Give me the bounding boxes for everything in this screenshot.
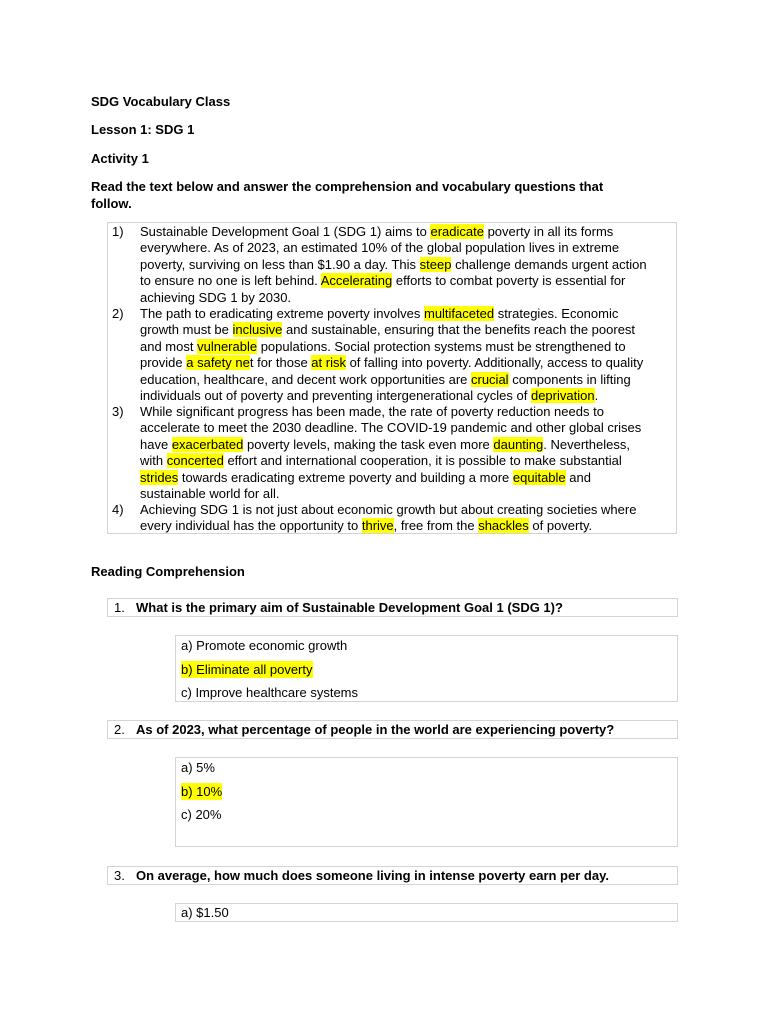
passage-line [140, 257, 686, 273]
vocabulary-highlight: steep [419, 256, 452, 272]
passage-text-segment: of poverty. [528, 518, 593, 534]
passage-text-segment: education, healthcare, and decent work opportunities are [140, 371, 471, 387]
vocabulary-highlight: Accelerating [320, 273, 393, 289]
passage-line [140, 372, 686, 388]
passage-line [140, 470, 686, 486]
passage-line [140, 437, 686, 453]
passage-line [140, 339, 686, 355]
passage-text-segment: of falling into poverty. Additionally, access to quality [345, 355, 644, 371]
passage-text-segment: every individual has the opportunity to [140, 518, 362, 534]
question-text: On average, how much does someone living in intense poverty earn per day. [136, 868, 609, 883]
vocabulary-highlight: inclusive [232, 322, 283, 338]
passage-text-segment: growth must be [140, 322, 233, 338]
instructions-line: Read the text below and answer the comprehension and vocabulary questions that [91, 179, 604, 194]
passage-text-segment: Sustainable Development Goal 1 (SDG 1) aims to [140, 224, 431, 239]
paragraph-text [140, 404, 686, 502]
vocabulary-highlight: concerted [166, 453, 224, 469]
passage-text-segment: strategies. Economic [494, 306, 619, 321]
passage-text-segment: poverty in all its forms [483, 224, 614, 239]
passage-text-segment: efforts to combat poverty is essential for [392, 273, 626, 289]
passage-text-segment: have [140, 436, 172, 452]
answer-option[interactable]: a) Promote economic growth [181, 638, 348, 653]
answer-option[interactable]: b) 10% [181, 784, 223, 799]
passage-text-segment: poverty, surviving on less than $1.90 a day. This [140, 256, 420, 272]
passage-line [140, 502, 686, 518]
passage-text-segment: achieving SDG 1 by 2030. [140, 289, 292, 305]
passage-line [140, 322, 686, 338]
paragraph-number: 4) [112, 502, 124, 517]
activity-title: Activity 1 [91, 151, 149, 166]
vocabulary-highlight: crucial [471, 371, 509, 387]
passage-text-segment: , free from the [393, 518, 479, 534]
instructions [91, 178, 651, 212]
passage-text-segment: and most [140, 338, 198, 354]
vocabulary-highlight: deprivation [530, 387, 595, 403]
vocabulary-highlight: equitable [512, 469, 566, 485]
question-1 [107, 598, 678, 617]
paragraph-text [140, 224, 686, 306]
passage-line [140, 404, 686, 420]
vocabulary-highlight: at risk [311, 355, 346, 371]
passage-text-segment: provide [140, 355, 187, 371]
passage-text-segment: with [140, 453, 167, 469]
passage-text-segment: While significant progress has been made, the rate of poverty reduction needs to [140, 404, 604, 419]
vocabulary-highlight: exacerbated [171, 436, 244, 452]
paragraph-number: 2) [112, 306, 124, 321]
vocabulary-highlight: a safety ne [186, 355, 250, 371]
lesson-title: Lesson 1: SDG 1 [91, 122, 195, 137]
vocabulary-highlight: shackles [478, 518, 529, 534]
vocabulary-highlight: strides [140, 469, 179, 485]
question-text: As of 2023, what percentage of people in the world are experiencing poverty? [136, 722, 615, 737]
answer-option[interactable]: a) 5% [181, 760, 215, 775]
passage-line [140, 355, 686, 371]
answer-option[interactable]: c) Improve healthcare systems [181, 685, 359, 700]
question-3 [107, 866, 678, 885]
passage-text-segment: and sustainable, ensuring that the benefits reach the poorest [282, 322, 636, 338]
vocabulary-highlight: multifaceted [423, 306, 495, 321]
passage-text-segment: and [565, 469, 591, 485]
question-2-options [175, 757, 678, 847]
question-number: 3. [114, 868, 125, 883]
paragraph-number: 1) [112, 224, 124, 239]
passage-text-segment: Achieving SDG 1 is not just about economic growth but about creating societies where [140, 502, 637, 517]
vocabulary-highlight: thrive [361, 518, 394, 534]
answer-option[interactable]: a) $1.50 [181, 905, 229, 920]
question-number: 1. [114, 600, 125, 615]
passage-line [140, 224, 686, 240]
question-1-options [175, 635, 678, 702]
class-title: SDG Vocabulary Class [91, 94, 231, 109]
passage-line [140, 306, 686, 322]
passage-text-segment: accelerate to meet the 2030 deadline. The COVID-19 pandemic and other global crises [140, 420, 642, 436]
passage-text-segment: components in lifting [508, 371, 631, 387]
answer-option[interactable]: b) Eliminate all poverty [181, 662, 313, 677]
passage-text-segment: challenge demands urgent action [451, 256, 647, 272]
passage-text-segment: t for those [249, 355, 312, 371]
passage-text-segment: to ensure no one is left behind. [140, 273, 321, 289]
question-3-options [175, 903, 678, 922]
vocabulary-highlight: eradicate [430, 224, 484, 239]
passage-line [140, 240, 686, 256]
passage-text-segment: . [594, 387, 599, 403]
passage-line [140, 486, 686, 502]
paragraph-text [140, 502, 686, 535]
passage-text-segment: sustainable world for all. [140, 485, 280, 501]
passage-text-segment: everywhere. As of 2023, an estimated 10% of the global population lives in extreme [140, 240, 620, 256]
passage-text-segment: populations. Social protection systems must be strengthened to [257, 338, 626, 354]
paragraph-text [140, 306, 686, 404]
passage-line [140, 273, 686, 289]
instructions-line: follow. [91, 196, 132, 211]
passage-line [140, 518, 686, 534]
vocabulary-highlight: daunting [493, 436, 544, 452]
passage-text-segment: towards eradicating extreme poverty and building a more [178, 469, 513, 485]
vocabulary-highlight: vulnerable [197, 338, 258, 354]
question-number: 2. [114, 722, 125, 737]
passage-line [140, 453, 686, 469]
passage-text-segment: The path to eradicating extreme poverty involves [140, 306, 424, 321]
reading-passage [107, 222, 677, 534]
passage-text-segment: poverty levels, making the task even more [243, 436, 494, 452]
section-title-reading-comprehension: Reading Comprehension [91, 564, 245, 579]
passage-line [140, 388, 686, 404]
passage-text-segment: . Nevertheless, [543, 436, 630, 452]
passage-text-segment: individuals out of poverty and preventing intergenerational cycles of [140, 387, 531, 403]
passage-line [140, 290, 686, 306]
question-text: What is the primary aim of Sustainable Development Goal 1 (SDG 1)? [136, 600, 563, 615]
passage-text-segment: effort and international cooperation, it is possible to make substantial [223, 453, 622, 469]
passage-line [140, 420, 686, 436]
answer-option[interactable]: c) 20% [181, 807, 222, 822]
question-2 [107, 720, 678, 739]
paragraph-number: 3) [112, 404, 124, 419]
